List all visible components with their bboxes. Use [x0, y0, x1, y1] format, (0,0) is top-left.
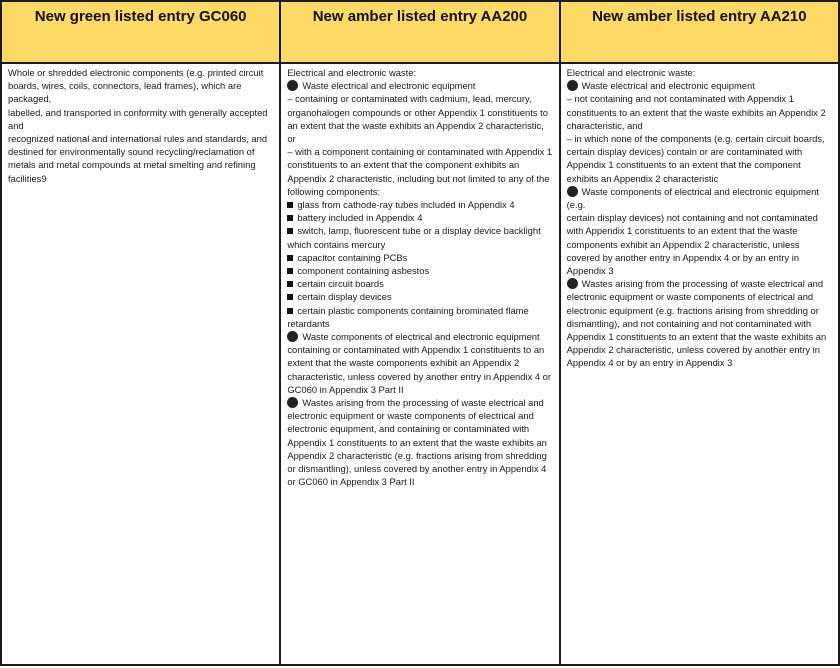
line-text: capacitor containing PCBs	[297, 251, 408, 263]
text-line	[8, 106, 273, 132]
line-text: Whole or shredded electronic components (e.g. printed circuit	[8, 67, 264, 78]
circle-bullet-icon	[287, 80, 298, 91]
cell-gc060	[1, 63, 280, 665]
square-bullet-icon	[287, 228, 293, 234]
text-line	[8, 132, 273, 145]
line-text: Waste components of electrical and electronic equipment (e.g.	[566, 185, 819, 211]
square-bullet-icon	[287, 281, 293, 287]
line-text: battery included in Appendix 4	[297, 212, 423, 224]
line-text: Waste electrical and electronic equipment	[302, 80, 476, 92]
line-text: electronic equipment (e.g. fractions arising from shredding or dismantling), and not containing and not contaminated with	[566, 304, 819, 329]
line-text: certain plastic components containing brominated flame retardants	[287, 304, 529, 329]
line-text: Electrical and electronic waste:	[566, 67, 696, 78]
text-line	[287, 66, 552, 79]
square-bullet-icon	[287, 308, 293, 314]
list-item	[287, 79, 552, 92]
list-item	[287, 290, 552, 303]
line-text: Electrical and electronic waste:	[287, 67, 417, 78]
circle-bullet-icon	[567, 278, 578, 289]
line-text: – containing or contaminated with cadmium, lead, mercury, organohalogen compounds or other Appendix 1 constituents to an extent that the waste exhibits an Appendix 2 characteristic, or	[287, 93, 548, 145]
square-bullet-icon	[287, 215, 293, 221]
cell-aa210	[560, 63, 839, 665]
line-text: Appendix 1 constituents to an extent that the waste exhibits an Appendix 2 characteristic, unless covered by another entry in Appendix 4 or by an entry in Appendix 3	[566, 331, 827, 369]
circle-bullet-icon	[287, 331, 298, 342]
header-aa200: New amber listed entry AA200	[280, 1, 559, 63]
text-line	[567, 132, 832, 185]
text-line	[567, 92, 832, 132]
square-bullet-icon	[287, 202, 293, 208]
list-item	[567, 79, 832, 92]
line-text: Waste components of electrical and electronic equipment containing or contaminated with Appendix 1 constituents to an extent that the waste components exhibit an Appendix 2 characteristic, unless covered by another entry in Appendix 4 or GC060 in Appendix 3 Part II	[287, 331, 552, 395]
circle-bullet-icon	[567, 186, 578, 197]
header-row	[1, 1, 839, 63]
circle-bullet-icon	[567, 80, 578, 91]
line-text: Wastes arising from the processing of waste electrical and electronic equipment or waste components of electrical and	[566, 278, 824, 303]
square-bullet-icon	[287, 268, 293, 274]
line-text: recognized national and international rules and standards, and	[8, 133, 268, 145]
line-text: component containing asbestos	[297, 265, 430, 277]
text-line	[567, 330, 832, 370]
list-item	[287, 198, 552, 211]
line-text: destined for environmentally sound recycling/reclamation of metals and metal compounds at metal smelting and refining facilities9	[8, 146, 256, 184]
list-item	[287, 396, 552, 488]
list-item	[287, 251, 552, 264]
line-text: Wastes arising from the processing of waste electrical and electronic equipment or waste components of electrical and electronic equipment, and containing or contaminated with Appendix 1 constituents to an extent that the waste exhibits an Appendix 2 characteristic (e.g. fractions arising from shredding or dismantling), unless covered by another entry in Appendix 4 or GC060 in Appendix 3 Part II	[287, 397, 547, 488]
line-text: boards, wires, coils, connectors, lead frames), which are packaged,	[8, 80, 242, 105]
line-text: certain circuit boards	[297, 278, 384, 290]
text-line	[567, 264, 832, 277]
text-line	[567, 304, 832, 330]
text-line	[8, 145, 273, 185]
text-line	[567, 211, 832, 264]
text-line	[8, 66, 273, 79]
line-text: Waste electrical and electronic equipment	[581, 80, 755, 92]
cell-aa200	[280, 63, 559, 665]
list-item	[567, 277, 832, 303]
content-row	[1, 63, 839, 665]
list-item	[287, 304, 552, 330]
line-text: Appendix 3	[566, 265, 614, 277]
line-text: certain display devices) not containing and not contaminated with Appendix 1 constituents to an extent that the waste components exhibit an Appendix 2 characteristic, unless covered by another entry in Appendix 4 or by an entry in	[566, 212, 818, 263]
text-line	[8, 79, 273, 105]
list-item	[567, 185, 832, 211]
line-text: switch, lamp, fluorescent tube or a display device backlight which contains mercury	[287, 225, 541, 250]
text-line	[567, 66, 832, 79]
line-text: labelled, and transported in conformity with generally accepted and	[8, 106, 268, 131]
line-text: glass from cathode-ray tubes included in Appendix 4	[297, 199, 515, 211]
text-line	[287, 145, 552, 198]
line-text: – not containing and not contaminated with Appendix 1 constituents to an extent that the waste exhibits an Appendix 2 characteristic, and	[566, 93, 826, 131]
list-item	[287, 264, 552, 277]
list-item	[287, 277, 552, 290]
text-line	[287, 92, 552, 145]
header-aa210: New amber listed entry AA210	[560, 1, 839, 63]
square-bullet-icon	[287, 294, 293, 300]
list-item	[287, 224, 552, 250]
square-bullet-icon	[287, 255, 293, 261]
circle-bullet-icon	[287, 397, 298, 408]
list-item	[287, 330, 552, 396]
line-text: certain display devices	[297, 291, 392, 303]
line-text: – in which none of the components (e.g. certain circuit boards, certain display devices) contain or are contaminated with Appendix 1 constituents to an extent that the component exhibits an Appendix 2 characteristic	[566, 133, 825, 184]
header-gc060: New green listed entry GC060	[1, 1, 280, 63]
list-item	[287, 211, 552, 224]
line-text: – with a component containing or contaminated with Appendix 1 constituents to an extent that the component exhibits an Appendix 2 characteristic, including but not limited to any of the following components:	[287, 146, 553, 197]
